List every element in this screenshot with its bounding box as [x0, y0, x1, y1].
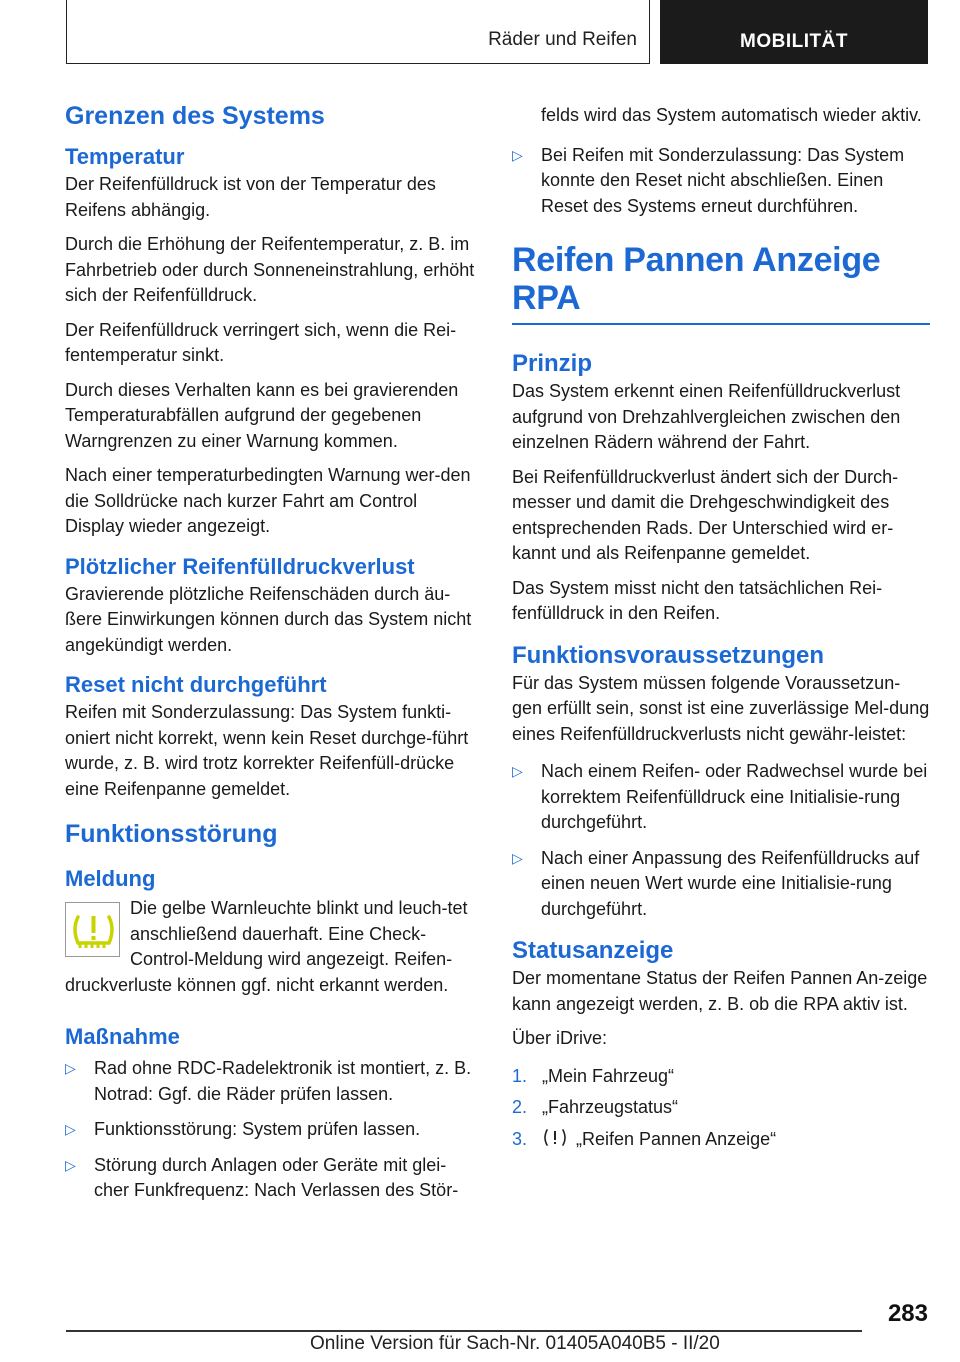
tire-pressure-icon [542, 1128, 568, 1148]
footer-online-version: Online Version für Sach-Nr. 01405A040B5 - II/20 [310, 1333, 720, 1354]
page-number: 283 [887, 1300, 928, 1327]
header-section-box [66, 0, 650, 64]
list-item: ▷ Funktionsstörung: System prüfen lassen. [65, 1117, 479, 1143]
paragraph: Gravierende plötzliche Reifenschäden durch äu‐ßere Einwirkungen können durch das System nicht angekündigt werden. [65, 583, 472, 655]
paragraph: Über iDrive: [512, 1028, 608, 1048]
paragraph: Das System misst nicht den tatsächlichen Rei‐fenfülldruck in den Reifen. [512, 577, 883, 623]
list-item: ▷ Rad ohne RDC-Radelektronik ist montiert, z. B. Notrad: Ggf. die Räder prüfen lassen. [65, 1058, 472, 1104]
paragraph: Der momentane Status der Reifen Pannen An‐zeige kann angezeigt werden, z. B. ob die RPA aktiv ist. [512, 968, 928, 1014]
list-item: ▷ Nach einem Reifen- oder Radwechsel wurde bei korrektem Reifenfülldruck eine Initialisie‐rung durchgeführt. [512, 761, 928, 832]
heading-reset: Reset nicht durchgeführt [65, 672, 327, 697]
bullet-triangle-icon: ▷ [512, 146, 523, 163]
heading-meldung: Meldung [65, 866, 156, 891]
list-item: ▷ Störung durch Anlagen oder Geräte mit glei‐cher Funkfrequenz: Nach Verlassen des Stör‐ [65, 1154, 459, 1200]
paragraph: Bei Reifenfülldruckverlust ändert sich der Durch‐messer und damit die Drehgeschwindigkeit des entsprechenden Rads. Der Unterschied wird er‐kannt und als Reifenpanne gemeldet. [512, 466, 899, 563]
heading-ploetzlich: Plötzlicher Reifenfülldruckverlust [65, 553, 415, 579]
list-item-continued: felds wird das System automatisch wieder aktiv. [541, 105, 922, 125]
heading-prinzip: Prinzip [512, 350, 593, 377]
heading-funktionsstoerung: Funktionsstörung [65, 820, 278, 848]
list-item: ▷ Bei Reifen mit Sonderzulassung: Das System konnte den Reset nicht abschließen. Einen Reset des Systems erneut durchführen. [512, 144, 905, 216]
bullet-triangle-icon: ▷ [512, 849, 523, 866]
header-chapter-title: MOBILITÄT [740, 31, 848, 52]
heading-rpa: Reifen Pannen Anzeige RPA [512, 241, 881, 317]
left-column [65, 100, 479, 1214]
header-chapter-box [660, 0, 928, 64]
paragraph: Die gelbe Warnleuchte blinkt und leuch‐tet anschließend dauerhaft. Eine Check-Control-Meldung wird angezeigt. Reifen‐druckverluste können ggf. nicht erkannt werden. [65, 898, 468, 995]
numbered-step: 1. „Mein Fahrzeug“ [512, 1064, 930, 1090]
paragraph: Für das System müssen folgende Voraussetzun‐gen erfüllt sein, sonst ist eine zuverlässige Mel‐dung eines Reifenfülldruckverlusts nicht gewähr‐leistet: [512, 672, 930, 744]
heading-massnahme: Maßnahme [65, 1024, 180, 1049]
bullet-triangle-icon: ▷ [65, 1156, 76, 1173]
step-number: 1. [512, 1065, 528, 1086]
bullet-triangle-icon: ▷ [65, 1121, 76, 1137]
meldung-block [65, 896, 479, 998]
numbered-step: 3. „Reifen Pannen Anzeige“ [512, 1127, 930, 1153]
list-item: ▷ Nach einer Anpassung des Reifenfülldrucks auf einen neuen Wert wurde eine Initialisie‐rung durchgeführt. [512, 847, 920, 919]
paragraph: Das System erkennt einen Reifenfülldruckverlust aufgrund von Drehzahlvergleichen zwischen den einzelnen Rädern während der Fahrt. [512, 381, 901, 452]
paragraph: Durch dieses Verhalten kann es bei gravierenden Temperaturabfällen aufgrund der gegebenen Warngrenzen zu einer Warnung kommen. [65, 379, 459, 451]
step-number: 3. [512, 1128, 528, 1149]
paragraph: Der Reifenfülldruck verringert sich, wenn die Rei‐fentemperatur sinkt. [65, 319, 457, 365]
paragraph: Durch die Erhöhung der Reifentemperatur, z. B. im Fahrbetrieb oder durch Sonneneinstrahlung, erhöht sich der Reifenfülldruck. [65, 234, 475, 305]
step-number: 2. [512, 1097, 528, 1117]
numbered-step: 2. „Fahrzeugstatus“ [512, 1095, 930, 1121]
page-header [66, 0, 928, 64]
paragraph: Nach einer temperaturbedingten Warnung wer‐den die Solldrücke nach kurzer Fahrt am Control Display wieder angezeigt. [65, 465, 471, 536]
header-section-title: Räder und Reifen [488, 29, 637, 50]
paragraph: Reifen mit Sonderzulassung: Das System funkti‐oniert nicht korrekt, wenn kein Reset durchge‐führt wurde, z. B. wird trotz korrekter Reifenfüll‐drücke eine Reifenpanne gemeldet. [65, 702, 469, 799]
tire-pressure-warning-icon [65, 902, 120, 957]
heading-rule [512, 323, 930, 325]
heading-statusanzeige: Statusanzeige [512, 937, 674, 964]
right-column [512, 103, 930, 1158]
bullet-triangle-icon: ▷ [512, 763, 523, 779]
paragraph: Der Reifenfülldruck ist von der Temperatur des Reifens abhängig. [65, 174, 436, 220]
heading-grenzen: Grenzen des Systems [65, 102, 325, 130]
heading-temperatur: Temperatur [65, 144, 185, 169]
footer-rule [66, 1330, 862, 1332]
heading-voraussetzungen: Funktionsvoraussetzungen [512, 641, 825, 669]
bullet-triangle-icon: ▷ [65, 1060, 76, 1076]
